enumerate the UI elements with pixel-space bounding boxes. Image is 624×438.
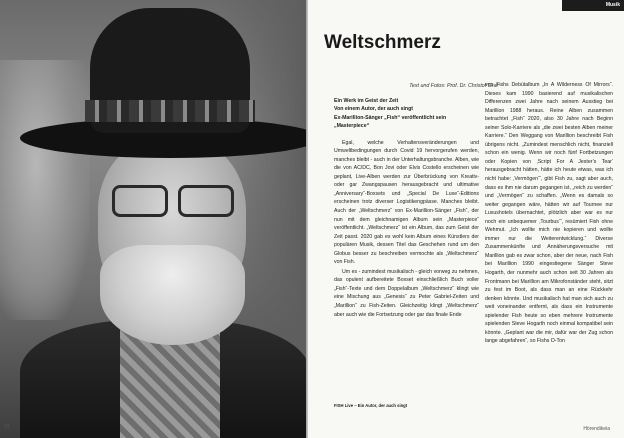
body-paragraph: von Fishs Debütalbum „In A Wilderness Of Mirrors“. Dieses kam 1990 basierend auf musikalischen Differenzen zwei Jahre nach seinem Ausstieg bei Marillion 1988 heraus. Reine Alben zusammen betrachtet „Fish“ 2020, also 30 Jahre nach Beginn seiner Solo-Karriere als „die zwei besten Alben meiner Karriere.“ Den Weggang von Marillion beschreibt Fish übrigens nicht. „Zumindest menschlich nicht, finanziell schon ein wenig. Wenn wir noch fünf Fortbetzungen oder Kopien von ‚Script For A Jester’s Tear‘ herausgebracht hätten, hätte ich heute etwas, was ich nicht habe: ‚Vermögen‘“, gibt Fish zu, sagt aber auch, dass es ihm nie darum gegangen ist, „reich zu werden“ und „Vermögen“ zu schaffen. „Wenn es damals so weiter gegangen wäre, hätten wir auf Tourneе nur Luxushotels übernachtet, plötzlich aber war es nur noch ein unbequemer ‚Tourbus‘“, resümiert Fish ohne Wehmut. „Ich wollte mich nie kopieren und wollte immer nur die Weiterentwicklung.“ Diverse Zusammenkünfte und Annäherungsversuche mit Marillion gab es zwar schon, aber der neue, nach Fish bei Marillion 1990 eingestiegene Sänger Steve Hogarth, der nunmehr auch schon seit 30 Jahren als Frontmann bei Marillion am Mikrofonständer steht, sitzt zu fest im Boot, als dass man an eine Rückkehr denken könnte. Und musikalisch hat man sich auch zu weit voneinander entfernt, als dass ein Instrumente spielender Fish heute so eben mehrere Instrumente spielenden Steve Hogarth noch einmal kompatibel sein könnte. „Geplant war die mir, dafür war der Zug schon lange abgefahren“, so Fishs O-Ton: [485, 82, 613, 345]
photo-hat-band: [85, 100, 255, 122]
article-column-2: [485, 81, 613, 347]
portrait-photo: [0, 0, 306, 438]
photo-glasses: [110, 185, 235, 215]
photo-background-light: [0, 60, 90, 320]
glasses-lens-left: [112, 185, 168, 217]
lead-line: Von einem Autor, der auch singt: [334, 106, 413, 113]
photo-caption: FISH Live – Ein Autor, der auch singt: [334, 403, 408, 408]
author-credit: Text und Fotos: Prof. Dr. Christof Graf: [409, 83, 498, 89]
lead-line: „Masterpiece“: [334, 123, 370, 130]
article-page: [308, 0, 624, 438]
glasses-lens-right: [178, 185, 234, 217]
photo-beard: [100, 245, 245, 345]
article-title: Weltschmerz: [324, 32, 441, 53]
article-column-1: [334, 97, 479, 320]
photo-scarf: [120, 330, 220, 438]
page-folio: Hörendikeia: [583, 426, 610, 432]
body-paragraph: Um es - zumindest musikalisch - gleich vorweg zu nehmen, das opulent aufbereitete Boxset einschließlich Buch voller „Fish“-Texte und dem Doppelalbum „Weltschmerz“ klingt wie eine Mischung aus „Genesis“ zu Peter Gabriel-Zeiten und „Marillion“ zu Fish-Zeiten. Gleichzeitig klingt „Weltschmerz“ aber auch wie die Fortsetzung oder gar das finale Ende: [334, 268, 479, 318]
lead-line: Ex-Marillion-Sänger „Fish“ veröffentlicht sein: [334, 114, 447, 121]
section-tab: Musik: [562, 0, 624, 11]
lead-line: Ein Werk im Geist der Zeit: [334, 98, 399, 104]
body-paragraph: Egal, welche Verhaltensveränderungen und Umweltbedingungen durch Covid 19 hervorgerufen werden, manches bleibt - auch in der Unterhaltungsbranche. Alben, wie die von AC/DC, Bon Jovi oder Elvis Costello erscheinen wie geplant, Live-Alben werden zur Überbrückung von Kreativ- oder gar Zwangspausen herausgebracht und ultimative „Anniversary“-Boxsets und „Special De Luxe“-Editions erscheinen trotz diverser Logistikengpässe. Manches bleibt. Auch der „Weltschmerz“ von Ex-Marillion-Sänger „Fish“, der nun mit dem gleichnamigen Album sein „Masterpiece“ veröffentlicht. „Weltschmerz“ ist ein Album, das zum Geist der Zeit passt. 2020 gab es wohl kein Album eines Künstlers der populären Musik, dessen Titel das Geschehen rund um den Globus besser zu beschreiben vermochte als „Weltschmerz“ von Fish.: [334, 139, 479, 266]
page-number-left: 93: [4, 424, 10, 430]
article-lead: [334, 97, 479, 131]
